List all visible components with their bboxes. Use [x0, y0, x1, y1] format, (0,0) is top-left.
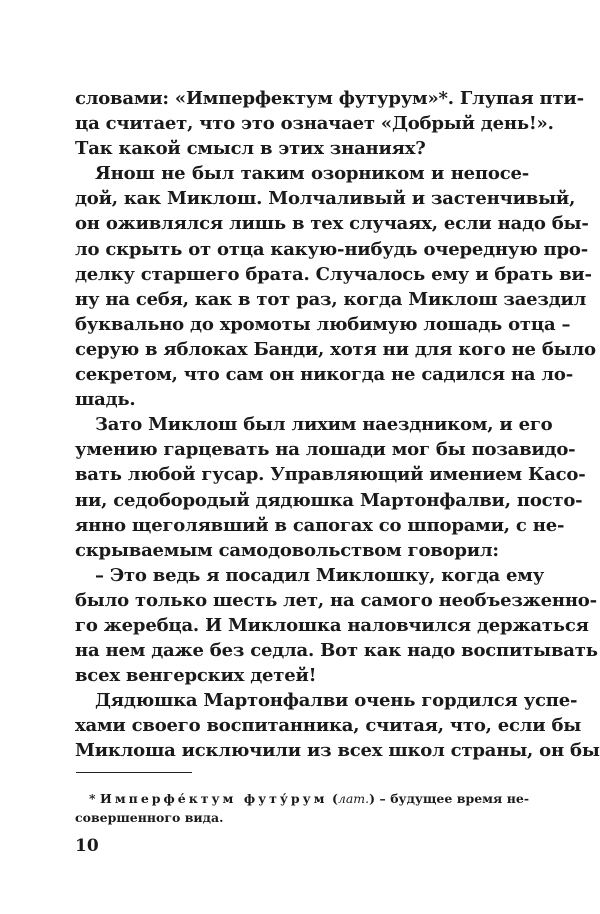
text-line: всех венгерских детей!: [75, 665, 317, 687]
text-line: на нем даже без седла. Вот как надо воспитывать: [75, 640, 598, 662]
text-line: было только шесть лет, на самого необъезженно-: [75, 589, 597, 611]
footnote-divider: [76, 772, 192, 773]
text-line: Так какой смысл в этих знаниях?: [75, 138, 426, 160]
text-line: Миклоша исключили из всех школ страны, он бы: [75, 740, 600, 762]
text-line: янно щеголявший в сапогах со шпорами, с не-: [75, 514, 565, 536]
text-line: ни, седобородый дядюшка Мартонфалви, посто-: [75, 489, 583, 511]
footnote-definition: – будущее время не-: [375, 791, 530, 806]
text-line: Янош не был таким озорником и непосе-: [95, 163, 529, 185]
body-text: [75, 86, 600, 764]
text-line: дой, как Миклош. Молчаливый и застенчивый,: [75, 188, 576, 210]
text-line: секретом, что сам он никогда не садился на ло-: [75, 364, 573, 386]
text-line: умению гарцевать на лошади мог бы позавидо-: [75, 439, 576, 461]
text-line: скрываемым самодовольством говорил:: [75, 539, 499, 561]
footnote: [75, 789, 529, 827]
text-line: – Это ведь я посадил Миклошку, когда ему: [95, 564, 545, 586]
text-line: буквально до хромоты любимую лошадь отца –: [75, 313, 571, 335]
text-line: шадь.: [75, 389, 136, 411]
text-line: ло скрыть от отца какую-нибудь очередную про-: [75, 238, 588, 260]
footnote-line: совершенного вида.: [75, 810, 224, 825]
text-line: ну на себя, как в тот раз, когда Миклош заездил: [75, 288, 587, 310]
text-line: вать любой гусар. Управляющий имением Касо-: [75, 464, 586, 486]
text-line: серую в яблоках Банди, хотя ни для кого не было: [75, 338, 596, 360]
text-line: он оживлялся лишь в тех случаях, если надо бы-: [75, 213, 589, 235]
footnote-marker: *: [89, 791, 101, 806]
text-line: го жеребца. И Миклошка наловчился держаться: [75, 614, 589, 636]
footnote-lang: лат.: [337, 791, 370, 806]
footnote-line: * Имперфе́ктум футу́рум (лат.) – будущее время не-: [89, 791, 530, 806]
text-line: ца считает, что это означает «Добрый день!».: [75, 113, 554, 135]
text-line: Зато Миклош был лихим наездником, и его: [95, 414, 553, 436]
page-number: 10: [75, 836, 99, 856]
text-line: делку старшего брата. Случалось ему и брать ви-: [75, 263, 592, 285]
text-line: хами своего воспитанника, считая, что, если бы: [75, 715, 582, 737]
text-line: Дядюшка Мартонфалви очень гордился успе-: [95, 690, 578, 712]
text-line: словами: «Имперфектум футурум»*. Глупая пти-: [75, 88, 584, 109]
footnote-term: Имперфе́ктум футу́рум: [100, 791, 328, 806]
